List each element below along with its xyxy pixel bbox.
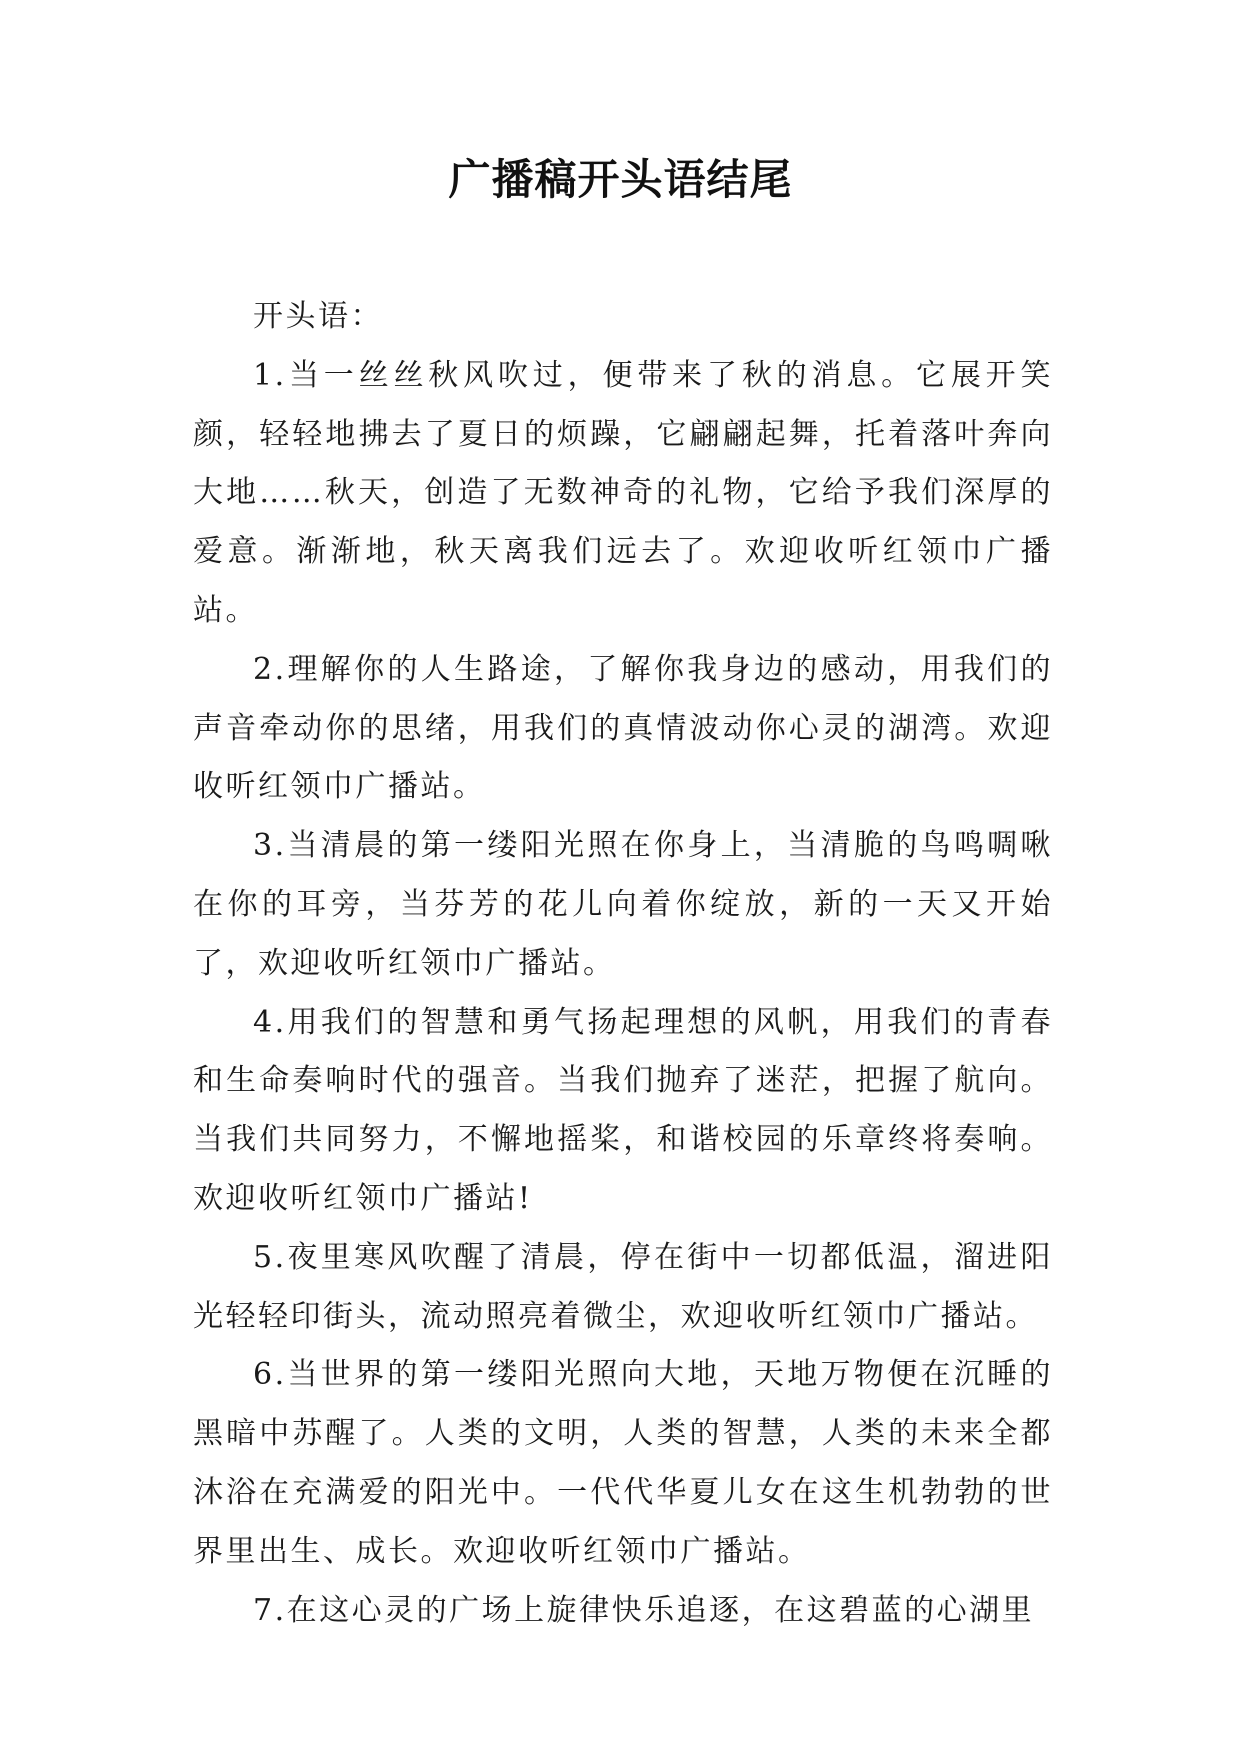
document-title: 广播稿开头语结尾 [448,155,793,204]
document-body [193,288,1053,1640]
paragraph-5: 5.夜里寒风吹醒了清晨，停在街中一切都低温，溜进阳光轻轻印街头，流动照亮着微尘，欢迎收听红领巾广播站。 [193,1239,1053,1334]
paragraph-4: 4.用我们的智慧和勇气扬起理想的风帆，用我们的青春和生命奏响时代的强音。当我们抛弃了迷茫，把握了航向。当我们共同努力，不懈地摇桨，和谐校园的乐章终将奏响。欢迎收听红领巾广播站! [193,1004,1053,1216]
section-heading: 开头语： [253,299,383,334]
paragraph-1: 1.当一丝丝秋风吹过，便带来了秋的消息。它展开笑颜，轻轻地拂去了夏日的烦躁，它翩翩起舞，托着落叶奔向大地……秋天，创造了无数神奇的礼物，它给予我们深厚的爱意。渐渐地，秋天离我们远去了。欢迎收听红领巾广播站。 [193,357,1053,628]
paragraph-3: 3.当清晨的第一缕阳光照在你身上，当清脆的鸟鸣啁啾在你的耳旁，当芬芳的花儿向着你绽放，新的一天又开始了，欢迎收听红领巾广播站。 [193,828,1053,981]
paragraph-2: 2.理解你的人生路途，了解你我身边的感动，用我们的声音牵动你的思绪，用我们的真情波动你心灵的湖湾。欢迎收听红领巾广播站。 [193,651,1053,805]
paragraph-7: 7.在这心灵的广场上旋律快乐追逐，在这碧蓝的心湖里 [253,1592,1035,1628]
paragraph-6: 6.当世界的第一缕阳光照向大地，天地万物便在沉睡的黑暗中苏醒了。人类的文明，人类的智慧，人类的未来全都沐浴在充满爱的阳光中。一代代华夏儿女在这生机勃勃的世界里出生、成长。欢迎收听红领巾广播站。 [193,1357,1053,1569]
